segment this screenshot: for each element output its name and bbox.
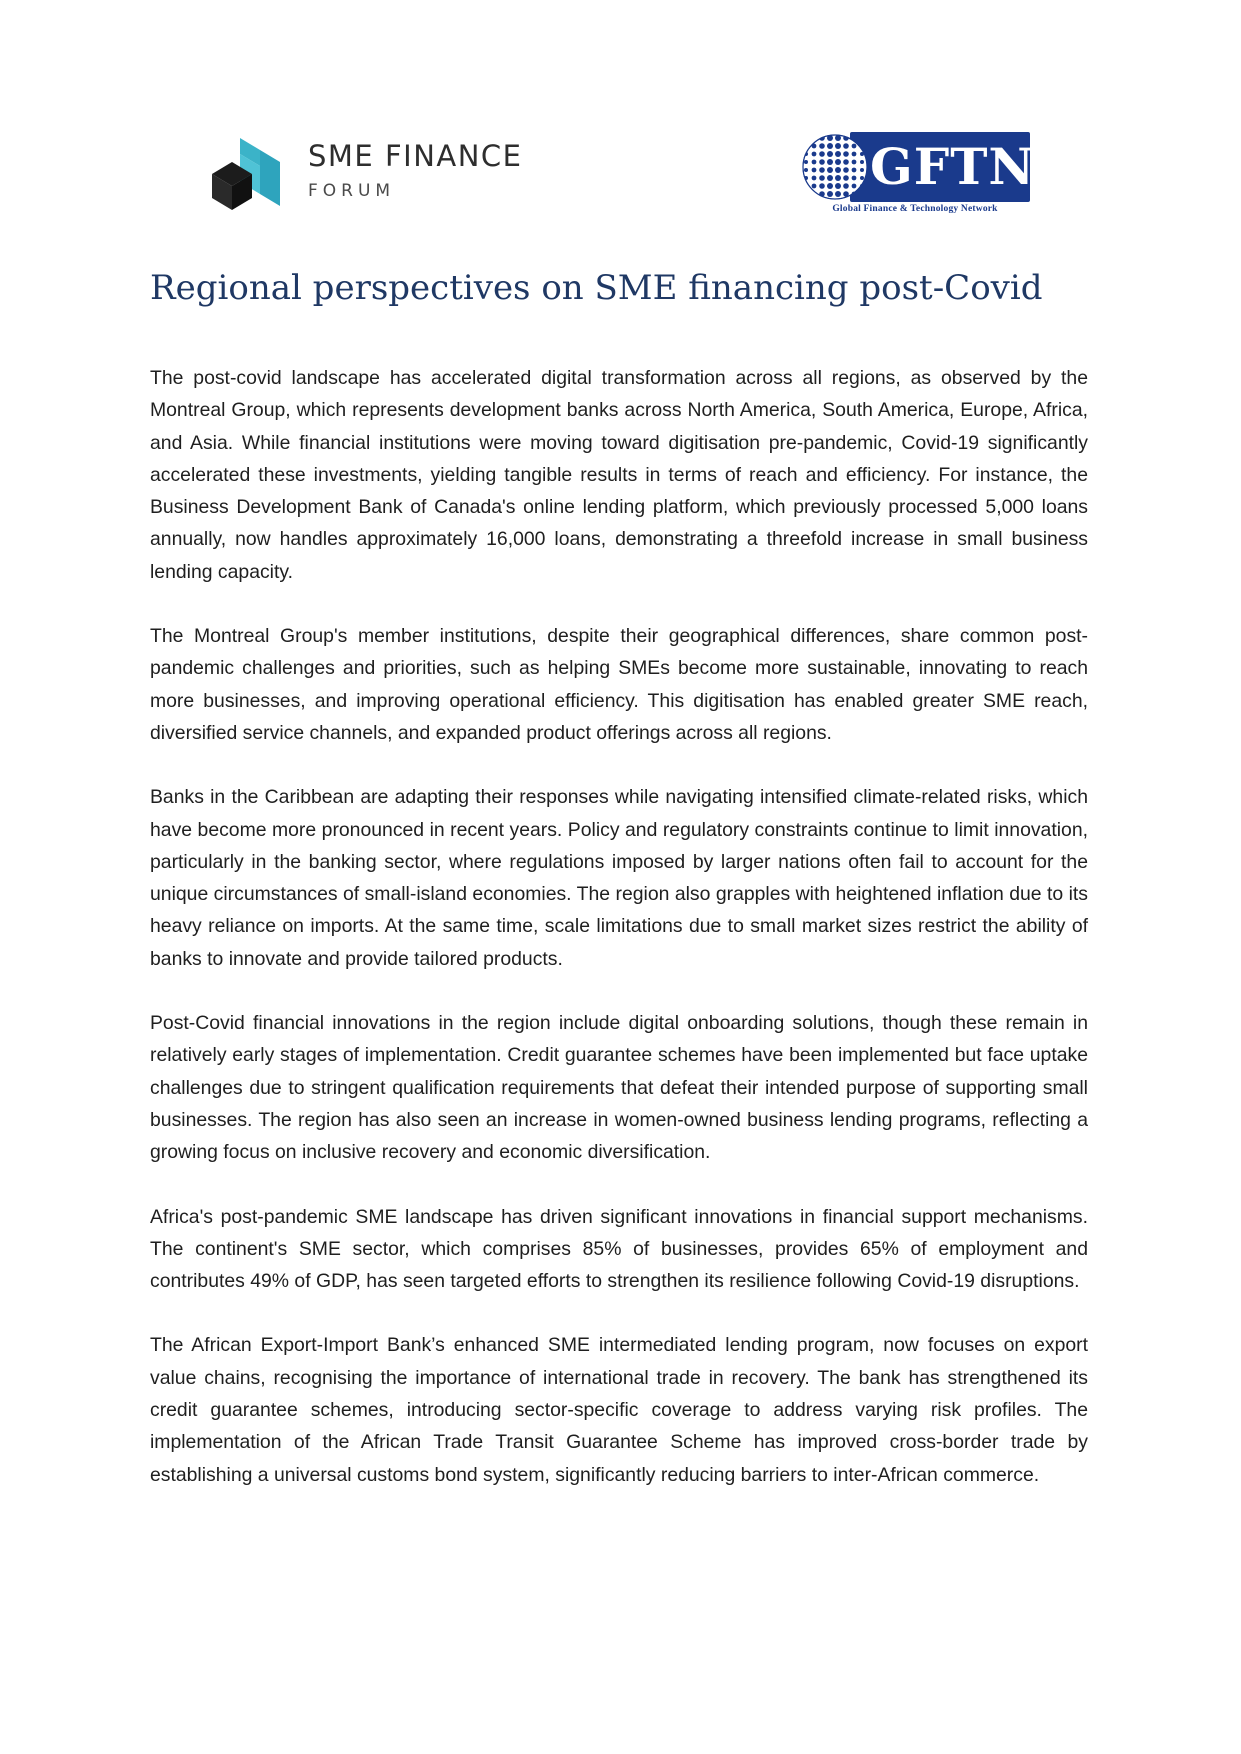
sme-wordmark (308, 139, 548, 201)
header-logos (0, 0, 1241, 240)
sme-finance-forum-mark-icon (210, 136, 290, 216)
gftn-wordmark: GFTN (850, 132, 1030, 202)
paragraph: The post-covid landscape has accelerated digital transformation across all regions, as observed by the Montreal Group, which represents development banks across North America, South America, Europe, Africa, and Asia. While financial institutions were moving toward digitisation pre-pandemic, Covid-19 significantly accelerated these investments, yielding tangible results in terms of reach and efficiency. For instance, the Business Development Bank of Canada's online lending platform, which previously processed 5,000 loans annually, now handles approximately 16,000 loans, demonstrating a threefold increase in small business lending capacity. (150, 367, 1088, 583)
sme-logo-line1: SME FINANCE (308, 139, 523, 173)
sme-finance-forum-logo (210, 136, 540, 216)
page-title: Regional perspectives on SME financing post-Covid (150, 268, 1043, 308)
globe-icon (800, 132, 870, 202)
sme-logo-line2: FORUM (308, 181, 396, 201)
article-body (150, 362, 1088, 1523)
gftn-logo (800, 132, 1036, 216)
paragraph: The Montreal Group's member institutions, despite their geographical differences, share common post-pandemic challenges and priorities, such as helping SMEs become more sustainable, innovating to reach more businesses, and improving operational efficiency. This digitisation has enabled greater SME reach, diversified service channels, and expanded product offerings across all regions. (150, 625, 1088, 744)
paragraph: Post-Covid financial innovations in the region include digital onboarding solutions, though these remain in relatively early stages of implementation. Credit guarantee schemes have been implemented but face uptake challenges due to stringent qualification requirements that defeat their intended purpose of supporting small businesses. The region has also seen an increase in women-owned business lending programs, reflecting a growing focus on inclusive recovery and economic diversification. (150, 1012, 1088, 1164)
gftn-tagline: Global Finance & Technology Network (832, 204, 998, 214)
paragraph: Africa's post-pandemic SME landscape has driven significant innovations in financial support mechanisms. The continent's SME sector, which comprises 85% of businesses, provides 65% of employment and contributes 49% of GDP, has seen targeted efforts to strengthen its resilience following Covid-19 disruptions. (150, 1205, 1088, 1293)
paragraph: Banks in the Caribbean are adapting their responses while navigating intensified climate-related risks, which have become more pronounced in recent years. Policy and regulatory constraints continue to limit innovation, particularly in the banking sector, where regulations imposed by larger nations often fail to account for the unique circumstances of small-island economies. The region also grapples with heightened inflation due to its heavy reliance on imports. At the same time, scale limitations due to small market sizes restrict the ability of banks to innovate and provide tailored products. (150, 786, 1088, 970)
paragraph: The African Export-Import Bank’s enhanced SME intermediated lending program, now focuses on export value chains, recognising the importance of international trade in recovery. The bank has strengthened its credit guarantee schemes, introducing sector-specific coverage to address varying risk profiles. The implementation of the African Trade Transit Guarantee Scheme has improved cross-border trade by establishing a universal customs bond system, significantly reducing barriers to inter-African commerce. (150, 1334, 1088, 1486)
